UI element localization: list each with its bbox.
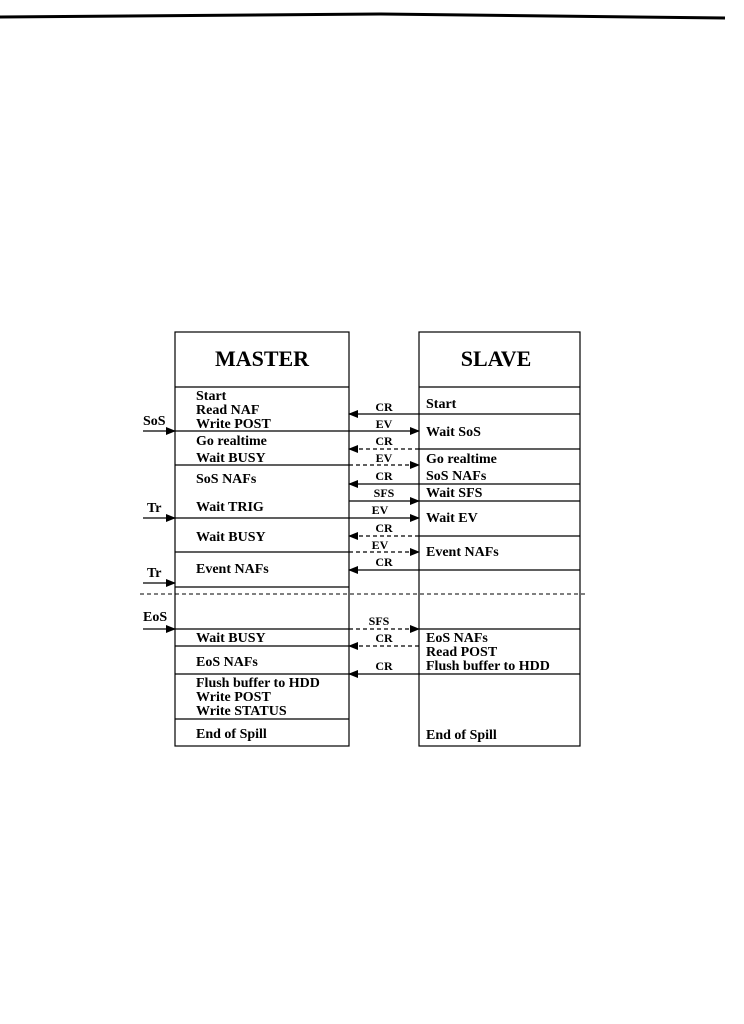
signal-label-cr: CR: [375, 659, 393, 673]
master-state-eos-nafs: EoS NAFs: [196, 655, 258, 670]
master-state-write-post: Write POST: [196, 690, 271, 705]
slave-state-go-realtime: Go realtime: [426, 452, 497, 467]
master-state-start: Start: [196, 389, 227, 404]
signal-label-cr: CR: [375, 521, 393, 535]
external-inputs: [143, 414, 175, 629]
master-state-wait-trig: Wait TRIG: [196, 500, 264, 515]
slave-state-wait-sfs: Wait SFS: [426, 486, 483, 501]
slave-state-wait-ev: Wait EV: [426, 511, 478, 526]
slave-state-event-nafs: Event NAFs: [426, 545, 499, 560]
tr-input-label: Tr: [147, 501, 162, 516]
eos-input-label: EoS: [143, 610, 168, 625]
master-state-end-of-spill: End of Spill: [196, 727, 267, 742]
signal-label-sfs: SFS: [368, 614, 390, 628]
master-state-write-status: Write STATUS: [196, 704, 287, 719]
slave-state-sos-nafs: SoS NAFs: [426, 469, 487, 484]
slave-column: [419, 332, 580, 746]
page-top-rule: [0, 14, 725, 18]
signal-label-cr: CR: [375, 434, 393, 448]
sos-input-label: SoS: [143, 414, 166, 429]
tr-input-label: Tr: [147, 566, 162, 581]
slave-title: SLAVE: [460, 346, 532, 371]
master-state-wait-busy: Wait BUSY: [196, 530, 266, 545]
master-state-read-naf: Read NAF: [196, 403, 260, 418]
master-state-go-realtime: Go realtime: [196, 434, 267, 449]
slave-state-flush-buffer: Flush buffer to HDD: [426, 659, 550, 674]
master-state-sos-nafs: SoS NAFs: [196, 472, 257, 487]
slave-state-read-post: Read POST: [426, 645, 498, 660]
slave-state-start: Start: [426, 397, 457, 412]
signal-label-cr: CR: [375, 631, 393, 645]
signal-label-sfs: SFS: [373, 486, 395, 500]
slave-state-wait-sos: Wait SoS: [426, 425, 481, 440]
signal-label-ev: EV: [371, 538, 389, 552]
signal-label-ev: EV: [375, 451, 393, 465]
signal-label-ev: EV: [371, 503, 389, 517]
signal-label-cr: CR: [375, 469, 393, 483]
master-state-event-nafs: Event NAFs: [196, 562, 269, 577]
master-state-wait-busy: Wait BUSY: [196, 631, 266, 646]
master-states: [196, 389, 320, 742]
master-state-flush-buffer: Flush buffer to HDD: [196, 676, 320, 691]
signal-label-ev: EV: [375, 417, 393, 431]
signal-label-cr: CR: [375, 400, 393, 414]
master-title: MASTER: [214, 346, 310, 371]
slave-state-eos-nafs: EoS NAFs: [426, 631, 488, 646]
master-state-wait-busy: Wait BUSY: [196, 451, 266, 466]
signal-label-cr: CR: [375, 555, 393, 569]
slave-state-end-of-spill: End of Spill: [426, 728, 497, 743]
master-state-write-post: Write POST: [196, 417, 271, 432]
